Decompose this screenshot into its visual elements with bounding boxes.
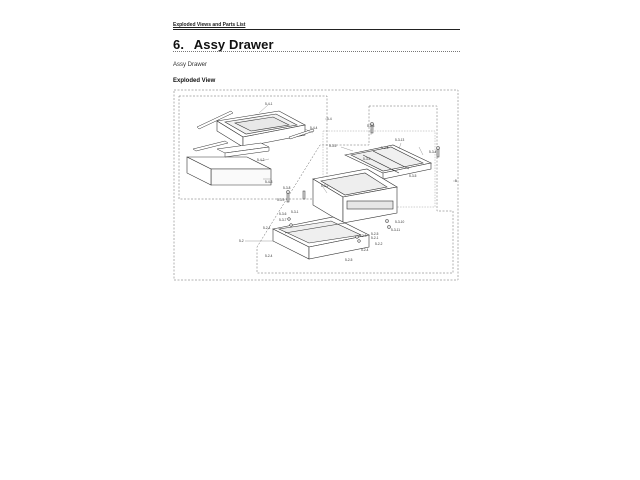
part-label-5-3-13: 5-3-13: [395, 138, 405, 142]
section-rule: [173, 51, 460, 52]
part-label-5-3-5: 5-3-5: [381, 146, 389, 150]
exploded-view-heading: Exploded View: [173, 78, 216, 84]
page-subtitle: Assy Drawer: [173, 62, 208, 68]
part-label-5-2-5: 5-2-5: [345, 258, 353, 262]
header-rule: [173, 29, 460, 30]
part-label-5-3-10: 5-3-10: [395, 220, 405, 224]
part-label-5-4-3: 5-4-3: [265, 180, 273, 184]
part-label-5-3-5: 5-3-5: [363, 157, 371, 161]
section-number: 6.: [173, 37, 185, 52]
part-label-5-2-5: 5-2-5: [371, 232, 379, 236]
part-label-5-4-4: 5-4-4: [310, 126, 318, 130]
part-label-5-3-8: 5-3-8: [283, 186, 291, 190]
header-title: Exploded Views and Parts List: [173, 22, 246, 28]
part-label-5-2-3: 5-2-3: [359, 234, 367, 238]
part-label-5-3-7: 5-3-7: [279, 218, 287, 222]
part-label-5-3-11: 5-3-11: [391, 228, 400, 232]
part-label-5-3-2: 5-3-2: [321, 184, 329, 188]
part-label-5: 5: [455, 179, 457, 183]
part-label-5-2-1: 5-2-1: [371, 236, 379, 240]
part-label-5-2: 5-2: [239, 239, 244, 243]
section-name: Assy Drawer: [193, 37, 274, 52]
part-label-5-2-4: 5-2-4: [263, 226, 271, 230]
part-label-5-4: 5-4: [327, 117, 332, 121]
section-title: [173, 37, 274, 52]
part-label-5-3-6: 5-3-6: [279, 212, 287, 216]
part-label-5-3-4: 5-3-4: [429, 150, 437, 154]
lower-drawer-part: [273, 217, 369, 259]
part-label-5-3-9: 5-3-9: [277, 198, 285, 202]
part-label-5-2-4: 5-2-4: [265, 254, 273, 258]
part-label-5-3-1: 5-3-1: [291, 210, 299, 214]
part-label-5-4-1: 5-4-1: [265, 102, 273, 106]
part-label-5-3-3: 5-3-3: [367, 124, 375, 128]
part-label-5-2-2: 5-2-2: [375, 242, 383, 246]
part-label-5-3-5: 5-3-5: [329, 144, 337, 148]
drawer-tray-part: [217, 111, 305, 147]
part-label-5-2-4: 5-2-4: [361, 248, 369, 252]
part-label-5-4-2: 5-4-2: [257, 158, 265, 162]
exploded-view-diagram: [173, 89, 459, 281]
part-label-5-3-5: 5-3-5: [409, 174, 417, 178]
